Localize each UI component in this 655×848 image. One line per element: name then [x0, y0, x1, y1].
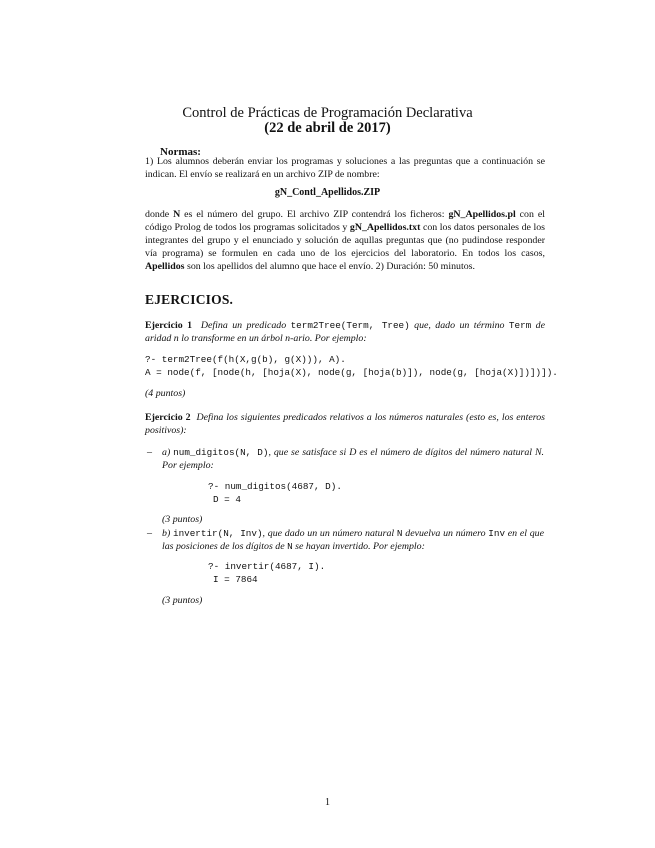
- exercise-1-example-line-2: A = node(f, [node(h, [hoja(X), node(g, [hoja(b)]), node(g, [hoja(X)])])]).: [145, 367, 558, 378]
- title-line-2: (22 de abril de 2017): [264, 120, 391, 136]
- file-name-pl: gN_Apellidos.pl: [448, 209, 516, 220]
- bullet-a: –: [147, 447, 152, 458]
- exercise-2b-points: (3 puntos): [162, 595, 203, 606]
- text-fragment: con los datos personales de los integrantes del grupo y el enunciado y solución de aqullas preguntas que (no pudindose responder vía programa) se formulen en cada uno de los ejercicios del laboratorio. En todos los casos,: [145, 222, 545, 259]
- code-fragment: Inv: [488, 528, 506, 539]
- exercise-2a-example-line-2: D = 4: [213, 494, 241, 505]
- code-fragment: N: [396, 528, 403, 539]
- code-fragment: invertir(N, Inv): [172, 528, 263, 539]
- page-number: 1: [325, 797, 330, 808]
- apellidos-term: Apellidos: [145, 261, 185, 272]
- text-fragment: con el código Prolog de todos los programas solicitados y: [145, 209, 545, 233]
- exercise-1-label: Ejercicio 1: [145, 320, 193, 331]
- document-title: [0, 106, 655, 136]
- exercise-2b-example-line-1: ?- invertir(4687, I).: [208, 561, 326, 572]
- code-fragment: N: [287, 541, 293, 552]
- normas-paragraph-1: [145, 155, 545, 181]
- zip-filename: gN_Contl_Apellidos.ZIP: [274, 187, 381, 198]
- code-fragment: Term: [508, 320, 532, 331]
- exercise-2a-statement: [162, 446, 544, 472]
- normas-heading: Normas:: [160, 146, 201, 158]
- text-fragment: Defina un predicado: [200, 320, 291, 331]
- text-fragment: de aridad n lo transforme en un árbol n-ario. Por ejemplo:: [145, 320, 545, 344]
- text-fragment: , que se satisface si D es el número de dígitos del número natural N. Por ejemplo:: [162, 447, 545, 471]
- code-fragment: term2Tree(Term, Tree): [290, 320, 410, 331]
- text-fragment: se hayan invertido. Por ejemplo:: [292, 541, 425, 552]
- exercise-1-example-line-1: ?- term2Tree(f(h(X,g(b), g(X))), A).: [145, 354, 346, 365]
- group-number-symbol: N: [173, 209, 181, 220]
- text-fragment: son los apellidos del alumno que hace el envío. 2) Duración: 50 minutos.: [184, 261, 475, 272]
- text-fragment: b): [162, 528, 173, 539]
- text-fragment: , que dado un un número natural: [262, 528, 397, 539]
- file-name-txt: gN_Apellidos.txt: [349, 222, 421, 233]
- exercise-1-statement: [145, 319, 545, 345]
- normas-text-1: 1) Los alumnos deberán enviar los programas y soluciones a las preguntas que a continuación se indican. El envío se realizará en un archivo ZIP de nombre:: [145, 156, 545, 180]
- section-title: EJERCICIOS.: [145, 292, 234, 307]
- exercise-2a-points: (3 puntos): [162, 514, 203, 525]
- text-fragment: Defina los siguientes predicados relativos a los números naturales (esto es, los enteros positivos):: [145, 412, 545, 436]
- exercise-2b-example-line-2: I = 7864: [213, 574, 258, 585]
- text-fragment: devuelva un número: [402, 528, 489, 539]
- exercise-2-statement: [145, 411, 545, 437]
- title-line-1: Control de Prácticas de Programación Declarativa: [182, 105, 473, 121]
- text-fragment: que, dado un término: [409, 320, 509, 331]
- text-fragment: en el que las posiciones de los dígitos de: [162, 528, 544, 552]
- exercise-1-points: (4 puntos): [145, 388, 186, 399]
- code-fragment: num_digitos(N, D): [173, 447, 269, 458]
- text-fragment: es el número del grupo. El archivo ZIP contendrá los ficheros:: [180, 209, 449, 220]
- exercise-2-label: Ejercicio 2: [145, 412, 191, 423]
- normas-paragraph-2: [145, 208, 545, 273]
- exercise-2b-statement: [162, 527, 544, 553]
- text-fragment: donde: [145, 209, 174, 220]
- text-fragment: a): [162, 447, 174, 458]
- bullet-b: –: [147, 528, 152, 539]
- exercise-2a-example-line-1: ?- num_digitos(4687, D).: [208, 481, 342, 492]
- normas-text-2: [145, 208, 545, 273]
